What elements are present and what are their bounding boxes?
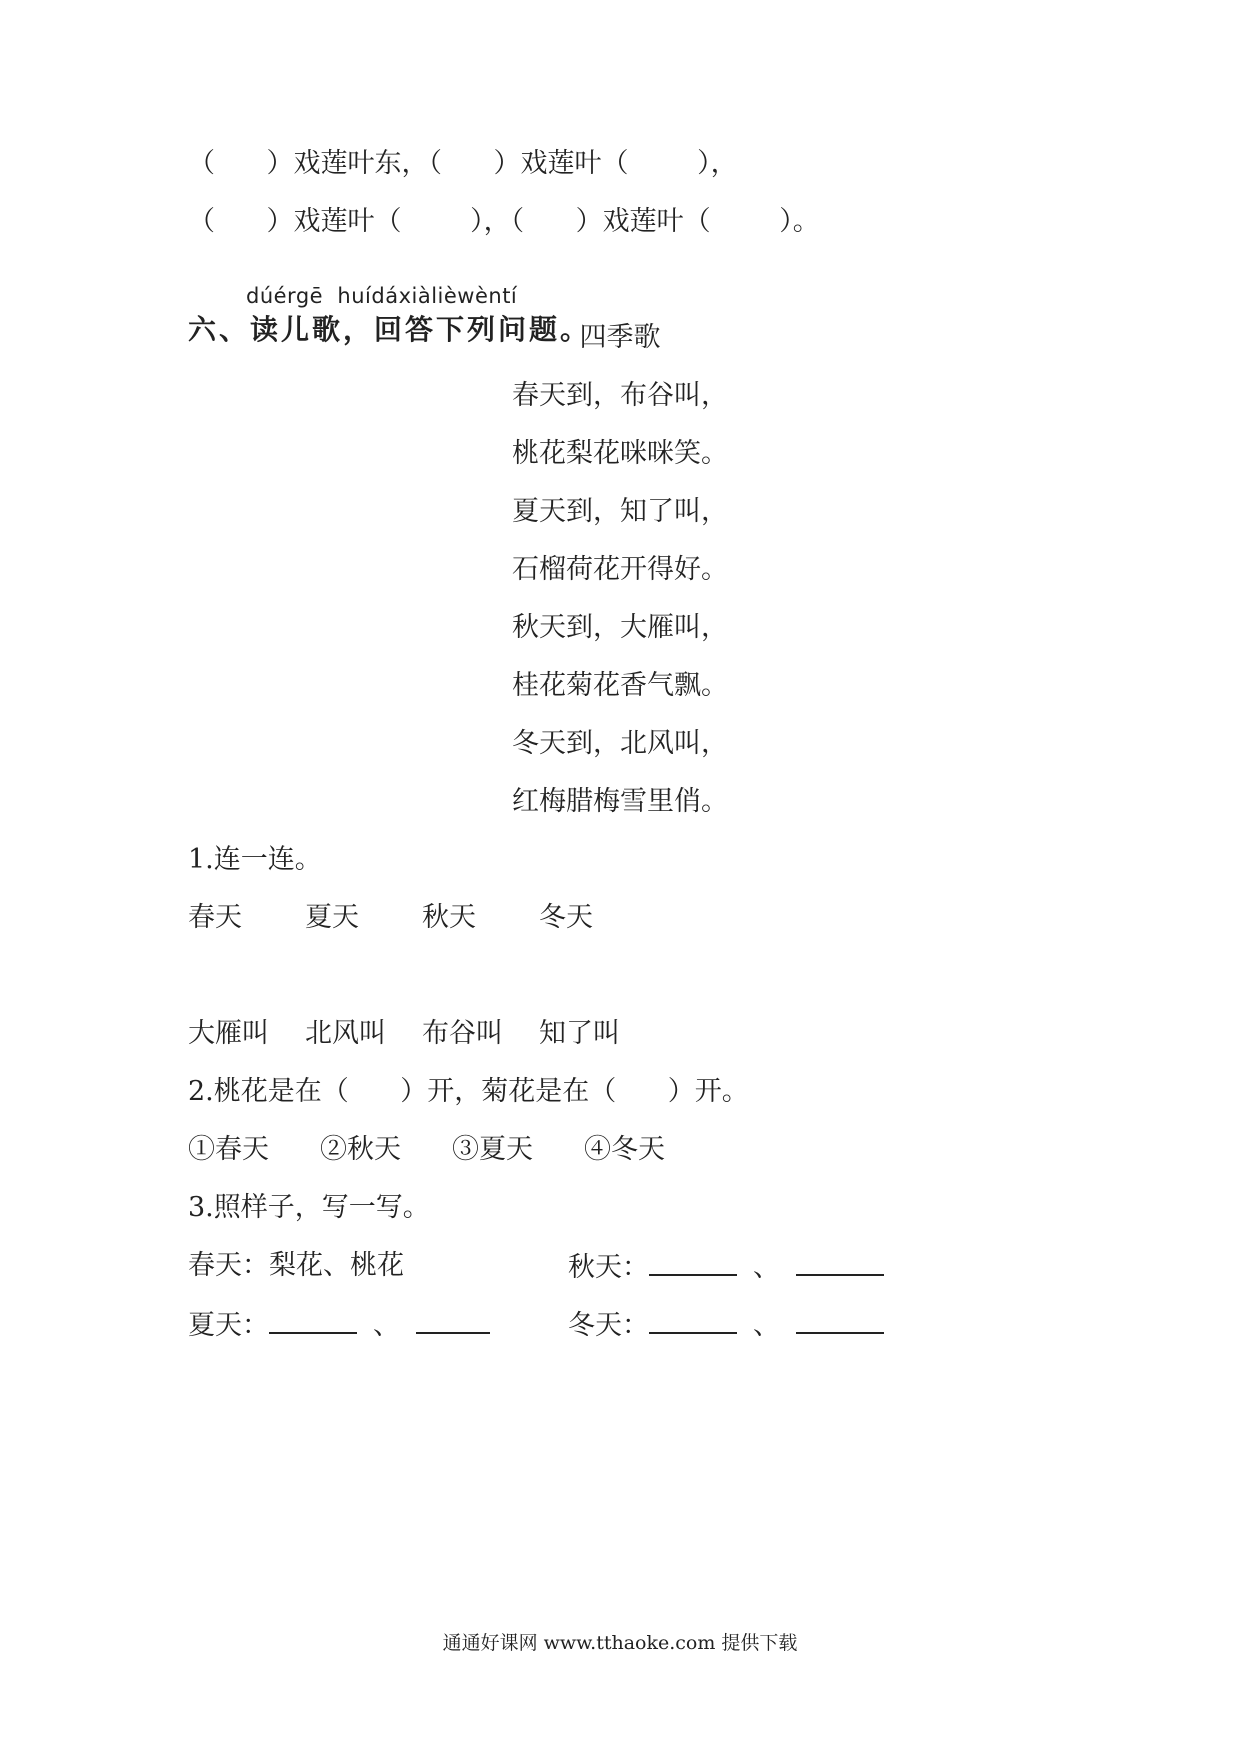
poem-line: 秋天到，大雁叫，	[512, 612, 728, 643]
q3-example-value: 梨花、桃花	[269, 1250, 404, 1281]
q3-summer-label: 夏天：	[188, 1310, 269, 1341]
q1-sound: 北风叫	[305, 1018, 386, 1049]
separator: 、	[373, 1310, 400, 1341]
q1-sound: 知了叫	[539, 1018, 620, 1049]
q2-option: ①春天	[188, 1134, 269, 1165]
q1-season: 春天	[188, 902, 242, 933]
q1-season: 夏天	[305, 902, 359, 933]
q1-sound: 大雁叫	[188, 1018, 269, 1049]
q2-option: ④冬天	[584, 1134, 665, 1165]
poem-line: 红梅腊梅雪里俏。	[512, 786, 728, 817]
winter-blank-2[interactable]	[796, 1306, 884, 1334]
poem-line: 石榴荷花开得好。	[512, 554, 728, 585]
q1-season: 冬天	[539, 902, 593, 933]
q1-season: 秋天	[422, 902, 476, 933]
winter-blank-1[interactable]	[649, 1306, 737, 1334]
separator: 、	[753, 1310, 780, 1341]
q1-sound: 布谷叫	[422, 1018, 503, 1049]
summer-blank-1[interactable]	[269, 1306, 357, 1334]
q3-summer-row	[188, 1306, 490, 1344]
q3-autumn-label: 秋天：	[568, 1252, 649, 1283]
summer-blank-2[interactable]	[416, 1306, 490, 1334]
poem-line: 冬天到，北风叫，	[512, 728, 728, 759]
q3-example	[188, 1248, 404, 1284]
section-title: 六、读儿歌，回答下列问题。	[188, 313, 592, 346]
poem-line: 桃花梨花咪咪笑。	[512, 438, 728, 469]
poem-line: 桂花菊花香气飘。	[512, 670, 728, 701]
poem-title: 四季歌	[579, 322, 661, 353]
fill-line-1: （ ）戏莲叶东，（ ）戏莲叶（ ），	[188, 148, 738, 179]
q1-label: 1.连一连。	[188, 844, 322, 875]
q3-example-label: 春天：	[188, 1250, 269, 1281]
fill-line-2: （ ）戏莲叶（ ），（ ）戏莲叶（ ）。	[188, 206, 820, 237]
q3-label: 3.照样子，写一写。	[188, 1192, 430, 1223]
autumn-blank-1[interactable]	[649, 1248, 737, 1276]
footer-text: 通通好课网 www.tthaoke.com 提供下载	[442, 1632, 798, 1654]
q2-option: ③夏天	[452, 1134, 533, 1165]
q3-winter-label: 冬天：	[568, 1310, 649, 1341]
poem-line: 夏天到，知了叫，	[512, 496, 728, 527]
q3-winter-row	[568, 1306, 884, 1344]
section-pinyin: dúérgē huídáxiàlièwèntí	[246, 284, 518, 308]
poem-line: 春天到，布谷叫，	[512, 380, 728, 411]
q2-label: 2.桃花是在（ ）开，菊花是在（ ）开。	[188, 1076, 749, 1107]
separator: 、	[753, 1252, 780, 1283]
q3-autumn-row	[568, 1248, 884, 1286]
q2-option: ②秋天	[320, 1134, 401, 1165]
autumn-blank-2[interactable]	[796, 1248, 884, 1276]
